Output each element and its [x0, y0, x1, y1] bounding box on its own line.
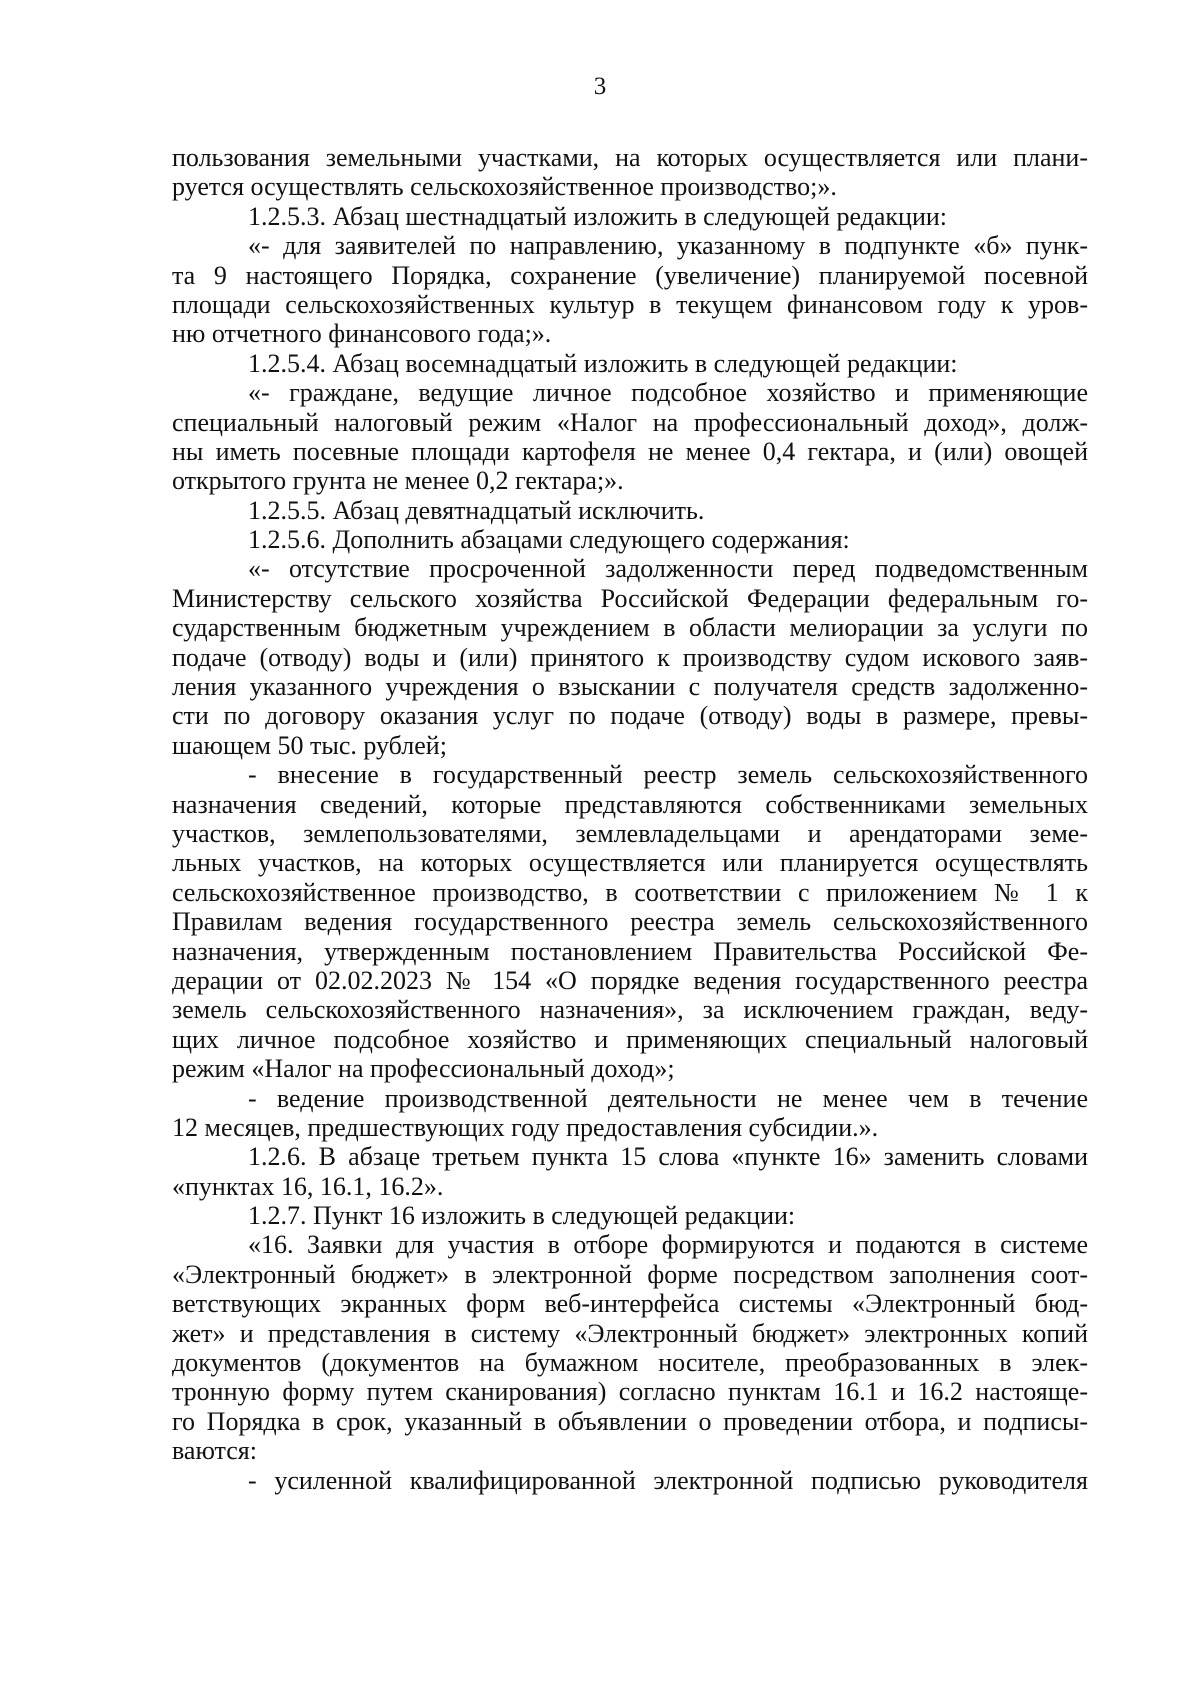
text-line: подаче (отводу) воды и (или) принятого к производству судом искового заяв- [172, 642, 1088, 672]
text-line: та 9 настоящего Порядка, сохранение (увеличение) планируемой посевной [172, 260, 1088, 290]
text-line: земель сельскохозяйственного назначения», за исключением граждан, веду- [172, 995, 1088, 1025]
text-line: - внесение в государственный реестр земель сельскохозяйственного [248, 760, 1088, 790]
text-line: щих личное подсобное хозяйство и применяющих специальный налоговый [172, 1024, 1088, 1054]
text-line: - ведение производственной деятельности не менее чем в течение [248, 1083, 1088, 1113]
document-body [172, 143, 1088, 1495]
text-line: «пунктах 16, 16.1, 16.2». [172, 1171, 444, 1201]
text-line: ваются: [172, 1436, 257, 1466]
text-line: назначения сведений, которые представляются собственниками земельных [172, 789, 1088, 819]
text-line: Правилам ведения государственного реестра земель сельскохозяйственного [172, 907, 1088, 937]
text-line: «- для заявителей по направлению, указанному в подпункте «б» пунк- [248, 231, 1088, 261]
text-line: льных участков, на которых осуществляется или планируется осуществлять [172, 848, 1088, 878]
text-line: 1.2.5.5. Абзац девятнадцатый исключить. [248, 495, 705, 525]
text-line: сельскохозяйственное производство, в соответствии с приложением № 1 к [172, 877, 1088, 907]
text-line: сударственным бюджетным учреждением в области мелиорации за услуги по [172, 613, 1088, 643]
text-line: го Порядка в срок, указанный в объявлении о проведении отбора, и подписы- [172, 1406, 1088, 1436]
text-line: жет» и представления в систему «Электронный бюджет» электронных копий [172, 1318, 1088, 1348]
text-line: 1.2.5.3. Абзац шестнадцатый изложить в следующей редакции: [248, 201, 948, 231]
text-line: руется осуществлять сельскохозяйственное производство;». [172, 172, 837, 202]
text-line: Министерству сельского хозяйства Российской Федерации федеральным го- [172, 583, 1088, 613]
text-line: тронную форму путем сканирования) согласно пунктам 16.1 и 16.2 настояще- [172, 1377, 1088, 1407]
text-line: 1.2.6. В абзаце третьем пункта 15 слова «пункте 16» заменить словами [248, 1142, 1088, 1172]
text-line: ню отчетного финансового года;». [172, 319, 552, 349]
text-line: ны иметь посевные площади картофеля не менее 0,4 гектара, и (или) овощей [172, 436, 1088, 466]
text-line: назначения, утвержденным постановлением Правительства Российской Фе- [172, 936, 1088, 966]
text-line: 1.2.5.4. Абзац восемнадцатый изложить в следующей редакции: [248, 348, 958, 378]
text-line: «- отсутствие просроченной задолженности перед подведомственным [248, 554, 1088, 584]
text-line: - усиленной квалифицированной электронной подписью руководителя [248, 1465, 1088, 1495]
text-line: открытого грунта не менее 0,2 гектара;». [172, 466, 624, 496]
text-line: документов (документов на бумажном носителе, преобразованных в элек- [172, 1348, 1088, 1378]
text-line: «16. Заявки для участия в отборе формируются и подаются в системе [248, 1230, 1088, 1260]
text-line: специальный налоговый режим «Налог на профессиональный доход», долж- [172, 407, 1088, 437]
text-line: 12 месяцев, предшествующих году предоставления субсидии.». [172, 1112, 879, 1142]
text-line: ветствующих экранных форм веб-интерфейса системы «Электронный бюд- [172, 1289, 1088, 1319]
text-line: «- граждане, ведущие личное подсобное хозяйство и применяющие [248, 378, 1088, 408]
text-line: 1.2.7. Пункт 16 изложить в следующей редакции: [248, 1201, 796, 1231]
text-line: «Электронный бюджет» в электронной форме посредством заполнения соот- [172, 1259, 1088, 1289]
text-line: дерации от 02.02.2023 № 154 «О порядке ведения государственного реестра [172, 965, 1088, 995]
text-line: площади сельскохозяйственных культур в текущем финансовом году к уров- [172, 289, 1088, 319]
text-line: участков, землепользователями, землевладельцами и арендаторами земе- [172, 818, 1088, 848]
text-line: шающем 50 тыс. рублей; [172, 730, 447, 760]
text-line: пользования земельными участками, на которых осуществляется или плани- [172, 143, 1088, 172]
page-number: 3 [593, 73, 607, 100]
text-line: ления указанного учреждения о взыскании с получателя средств задолженно- [172, 672, 1088, 702]
text-line: режим «Налог на профессиональный доход»; [172, 1054, 675, 1084]
text-line: сти по договору оказания услуг по подаче (отводу) воды в размере, превы- [172, 701, 1088, 731]
text-line: 1.2.5.6. Дополнить абзацами следующего содержания: [248, 525, 850, 555]
